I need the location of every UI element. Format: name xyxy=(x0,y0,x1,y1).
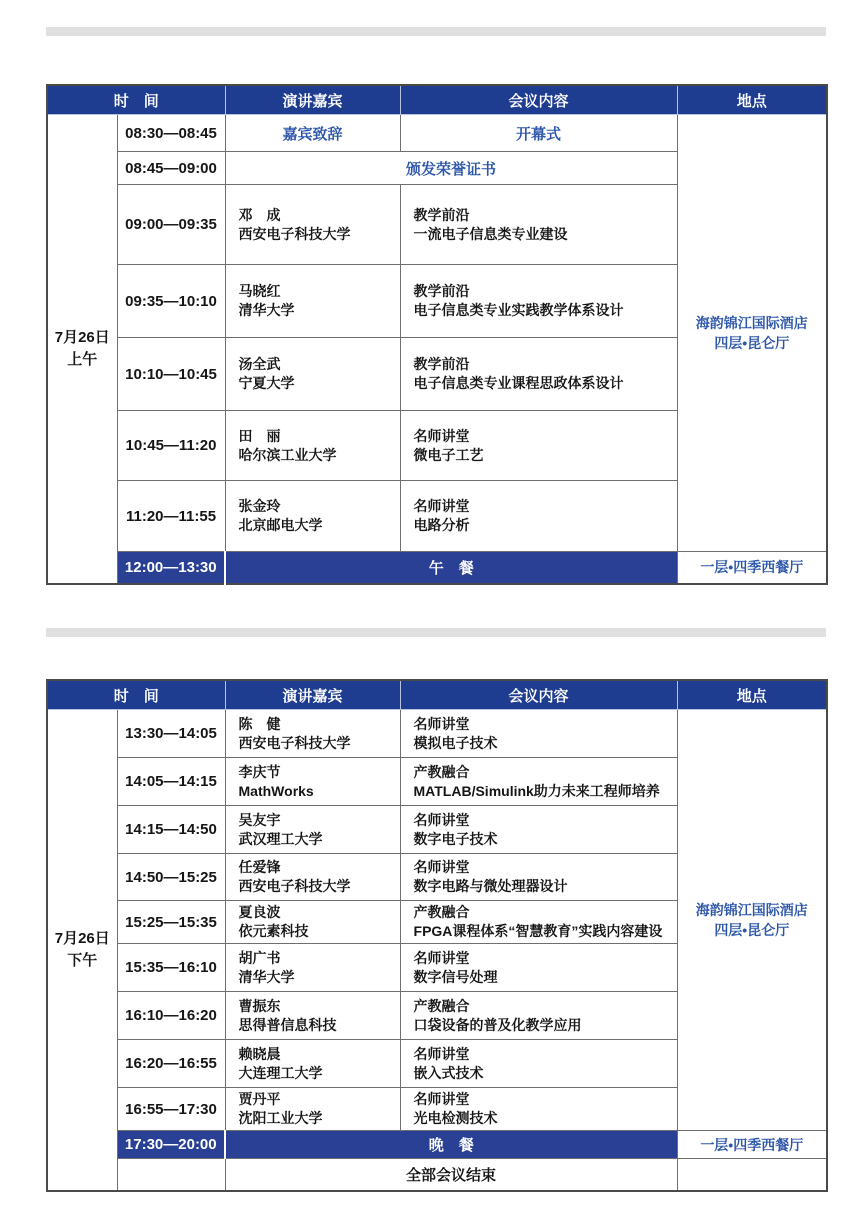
text-line: FPGA课程体系“智慧教育”实践内容建设 xyxy=(413,923,663,939)
time-cell: 14:05—14:15 xyxy=(117,758,225,806)
text-line: 任爱锋 xyxy=(238,859,281,875)
content-cell xyxy=(400,411,677,481)
speaker-cell xyxy=(225,806,400,854)
text-line: 下午 xyxy=(67,951,98,969)
text-line: 贾丹平 xyxy=(238,1091,281,1107)
speaker-cell xyxy=(225,338,400,411)
speaker-cell xyxy=(225,265,400,338)
header-row xyxy=(47,680,827,710)
speaker-cell xyxy=(225,901,400,944)
content-cell: 开幕式 xyxy=(400,115,677,152)
header-speaker: 演讲嘉宾 xyxy=(225,85,400,115)
text-line: 7月26日 xyxy=(54,328,110,346)
text-line: 四层•昆仑厅 xyxy=(714,335,790,351)
header-content: 会议内容 xyxy=(400,85,677,115)
text-line: 电子信息类专业实践教学体系设计 xyxy=(413,302,624,318)
text-line: 7月26日 xyxy=(54,929,110,947)
closing-row xyxy=(47,1159,827,1191)
text-line: 汤全武 xyxy=(238,356,281,372)
time-cell: 09:00—09:35 xyxy=(117,185,225,265)
text-line: 思得普信息科技 xyxy=(238,1016,337,1033)
text-line: 名师讲堂 xyxy=(413,715,470,732)
text-line: 名师讲堂 xyxy=(413,1091,470,1107)
text-line: 产教融合 xyxy=(413,997,470,1014)
text-line: 口袋设备的普及化教学应用 xyxy=(413,1016,582,1033)
text-line: 嵌入式技术 xyxy=(413,1064,484,1081)
date-cell xyxy=(47,710,117,1191)
text-line: 名师讲堂 xyxy=(413,811,470,828)
header-time: 时 间 xyxy=(47,680,225,710)
top-divider-bar xyxy=(46,27,826,36)
empty-venue-cell xyxy=(677,1159,827,1191)
meal-row xyxy=(47,552,827,584)
text-line: 四层•昆仑厅 xyxy=(714,922,790,938)
text-line: 数字信号处理 xyxy=(413,968,498,985)
table-header xyxy=(47,85,827,115)
text-line: 赖晓晨 xyxy=(238,1045,281,1062)
content-cell xyxy=(400,992,677,1040)
text-line: 电路分析 xyxy=(413,517,470,533)
text-line: 数字电路与微处理器设计 xyxy=(413,878,568,894)
text-line: 西安电子科技大学 xyxy=(238,225,351,242)
speaker-cell: 嘉宾致辞 xyxy=(225,115,400,152)
header-location: 地点 xyxy=(677,680,827,710)
text-line: 清华大学 xyxy=(238,302,295,318)
text-line: 教学前沿 xyxy=(413,283,470,299)
content-cell xyxy=(400,944,677,992)
text-line: 名师讲堂 xyxy=(413,427,470,444)
meal-venue-cell: 一层•四季西餐厅 xyxy=(677,552,827,584)
text-line: 数字电子技术 xyxy=(413,830,498,847)
meal-label-cell: 晚 餐 xyxy=(225,1131,677,1159)
content-cell xyxy=(400,338,677,411)
speaker-cell xyxy=(225,710,400,758)
meal-venue-cell: 一层•四季西餐厅 xyxy=(677,1131,827,1159)
afternoon-schedule-table xyxy=(46,679,826,1192)
text-line: 邓 成 xyxy=(238,206,281,223)
text-line: 名师讲堂 xyxy=(413,498,470,514)
empty-time-cell xyxy=(117,1159,225,1191)
content-cell xyxy=(400,758,677,806)
text-line: 产教融合 xyxy=(413,763,470,780)
time-cell: 16:10—16:20 xyxy=(117,992,225,1040)
header-content: 会议内容 xyxy=(400,680,677,710)
text-line: 哈尔滨工业大学 xyxy=(238,446,337,463)
header-row xyxy=(47,85,827,115)
time-cell: 08:30—08:45 xyxy=(117,115,225,152)
content-cell xyxy=(400,710,677,758)
meal-time-cell: 12:00—13:30 xyxy=(117,552,225,584)
text-line: 胡广书 xyxy=(238,949,281,966)
time-cell: 15:35—16:10 xyxy=(117,944,225,992)
time-cell: 13:30—14:05 xyxy=(117,710,225,758)
content-cell xyxy=(400,481,677,552)
text-line: 名师讲堂 xyxy=(413,1045,470,1062)
time-cell: 09:35—10:10 xyxy=(117,265,225,338)
text-line: 微电子工艺 xyxy=(413,446,484,463)
meal-label-cell: 午 餐 xyxy=(225,552,677,584)
text-line: 海韵锦江国际酒店 xyxy=(695,902,808,918)
time-cell: 14:50—15:25 xyxy=(117,854,225,901)
time-cell: 10:45—11:20 xyxy=(117,411,225,481)
text-line: 宁夏大学 xyxy=(238,375,295,391)
time-cell: 15:25—15:35 xyxy=(117,901,225,944)
content-cell xyxy=(400,854,677,901)
schedule-table xyxy=(46,84,828,585)
text-line: 陈 健 xyxy=(238,715,281,732)
meal-time-cell: 17:30—20:00 xyxy=(117,1131,225,1159)
text-line: 上午 xyxy=(67,350,98,368)
content-cell xyxy=(400,185,677,265)
text-line: 依元素科技 xyxy=(238,923,309,939)
speaker-cell xyxy=(225,481,400,552)
text-line: 马晓红 xyxy=(238,283,281,299)
table-body xyxy=(47,115,827,584)
text-line: 电子信息类专业课程思政体系设计 xyxy=(413,375,624,391)
text-line: 西安电子科技大学 xyxy=(238,734,351,751)
text-line: 名师讲堂 xyxy=(413,949,470,966)
text-line: 沈阳工业大学 xyxy=(238,1110,323,1126)
time-cell: 11:20—11:55 xyxy=(117,481,225,552)
table-header xyxy=(47,680,827,710)
text-line: 大连理工大学 xyxy=(238,1064,323,1081)
content-cell xyxy=(400,1040,677,1088)
text-line: MathWorks xyxy=(238,782,314,799)
header-speaker: 演讲嘉宾 xyxy=(225,680,400,710)
text-line: 海韵锦江国际酒店 xyxy=(695,315,808,331)
middle-divider-bar xyxy=(46,628,826,637)
text-line: 张金玲 xyxy=(238,498,281,514)
opening-row xyxy=(47,115,827,152)
text-line: 曹振东 xyxy=(238,997,281,1014)
text-line: MATLAB/Simulink助力未来工程师培养 xyxy=(413,782,660,799)
session-row xyxy=(47,710,827,758)
text-line: 北京邮电大学 xyxy=(238,517,323,533)
text-line: 模拟电子技术 xyxy=(413,734,498,751)
content-cell xyxy=(400,1088,677,1131)
text-line: 夏良波 xyxy=(238,904,281,920)
meal-row xyxy=(47,1131,827,1159)
header-location: 地点 xyxy=(677,85,827,115)
time-cell: 10:10—10:45 xyxy=(117,338,225,411)
header-time: 时 间 xyxy=(47,85,225,115)
table-body xyxy=(47,710,827,1191)
speaker-cell xyxy=(225,411,400,481)
text-line: 一流电子信息类专业建设 xyxy=(413,225,568,242)
morning-schedule-table xyxy=(46,84,826,585)
venue-cell xyxy=(677,115,827,552)
speaker-cell xyxy=(225,758,400,806)
speaker-cell xyxy=(225,1088,400,1131)
speaker-cell xyxy=(225,944,400,992)
time-cell: 14:15—14:50 xyxy=(117,806,225,854)
time-cell: 16:20—16:55 xyxy=(117,1040,225,1088)
text-line: 西安电子科技大学 xyxy=(238,878,351,894)
closing-label-cell: 全部会议结束 xyxy=(225,1159,677,1191)
content-cell xyxy=(400,265,677,338)
text-line: 光电检测技术 xyxy=(413,1110,498,1126)
content-cell xyxy=(400,901,677,944)
venue-cell xyxy=(677,710,827,1131)
speaker-cell xyxy=(225,854,400,901)
text-line: 李庆节 xyxy=(238,763,281,780)
text-line: 名师讲堂 xyxy=(413,859,470,875)
date-cell xyxy=(47,115,117,584)
content-cell xyxy=(400,806,677,854)
time-cell: 08:45—09:00 xyxy=(117,152,225,185)
text-line: 田 丽 xyxy=(238,427,281,444)
text-line: 教学前沿 xyxy=(413,206,470,223)
schedule-table xyxy=(46,679,828,1192)
time-cell: 16:55—17:30 xyxy=(117,1088,225,1131)
text-line: 武汉理工大学 xyxy=(238,830,323,847)
speaker-cell xyxy=(225,185,400,265)
text-line: 吴友宇 xyxy=(238,811,281,828)
speaker-cell xyxy=(225,992,400,1040)
merged-content-cell: 颁发荣誉证书 xyxy=(225,152,677,185)
speaker-cell xyxy=(225,1040,400,1088)
text-line: 产教融合 xyxy=(413,904,470,920)
text-line: 教学前沿 xyxy=(413,356,470,372)
text-line: 清华大学 xyxy=(238,968,295,985)
